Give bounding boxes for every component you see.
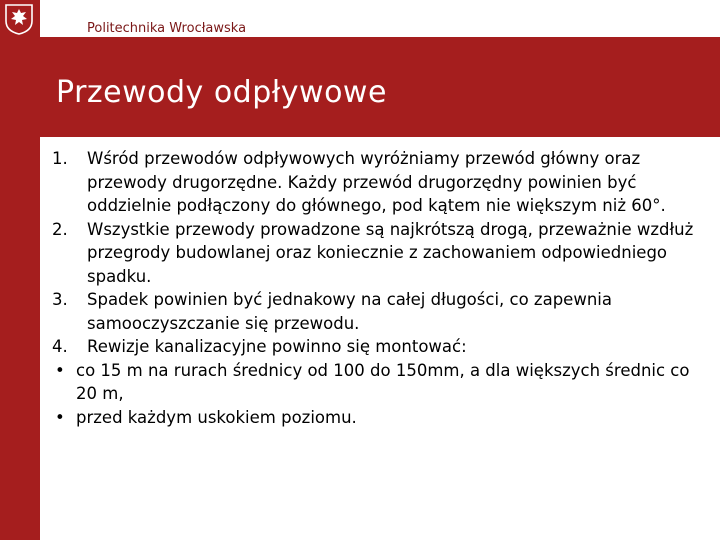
list-number: 1. (52, 149, 68, 168)
bullet-item (52, 406, 714, 430)
left-decorative-stripe (0, 37, 40, 540)
bullet-icon: • (55, 407, 65, 427)
slide-title: Przewody odpływowe (56, 75, 387, 110)
list-item-text: Wśród przewodów odpływowych wyróżniamy przewód główny oraz przewody drugorzędne. Każdy przewód drugorzędny powinien być oddzielnie podłączony do głównego, pod kątem nie większym niż 60°. (87, 149, 666, 215)
list-item-text: Spadek powinien być jednakowy na całej długości, co zapewnia samooczyszczanie się przewodu. (87, 290, 612, 333)
bullet-item-text: co 15 m na rurach średnicy od 100 do 150mm, a dla większych średnic co 20 m, (76, 360, 690, 403)
university-name: Politechnika Wrocławska (87, 21, 247, 36)
list-number: 4. (52, 337, 68, 356)
list-item (52, 147, 714, 218)
list-item-text: Rewizje kanalizacyjne powinno się montować: (87, 337, 467, 356)
list-item (52, 218, 714, 289)
list-item-text: Wszystkie przewody prowadzone są najkrótszą drogą, przeważnie wzdłuż przegrody budowlanej oraz koniecznie z zachowaniem odpowiedniego spadku. (87, 219, 694, 286)
bullet-item (52, 359, 714, 406)
title-banner (40, 37, 720, 137)
list-item (52, 335, 714, 359)
bullet-icon: • (55, 360, 65, 380)
university-header (40, 0, 720, 37)
list-number: 2. (52, 219, 68, 239)
list-number: 3. (52, 290, 68, 309)
slide-content (52, 147, 714, 429)
eagle-emblem-icon (4, 3, 34, 35)
bullet-item-text: przed każdym uskokiem poziomu. (76, 407, 357, 427)
list-item (52, 288, 714, 335)
